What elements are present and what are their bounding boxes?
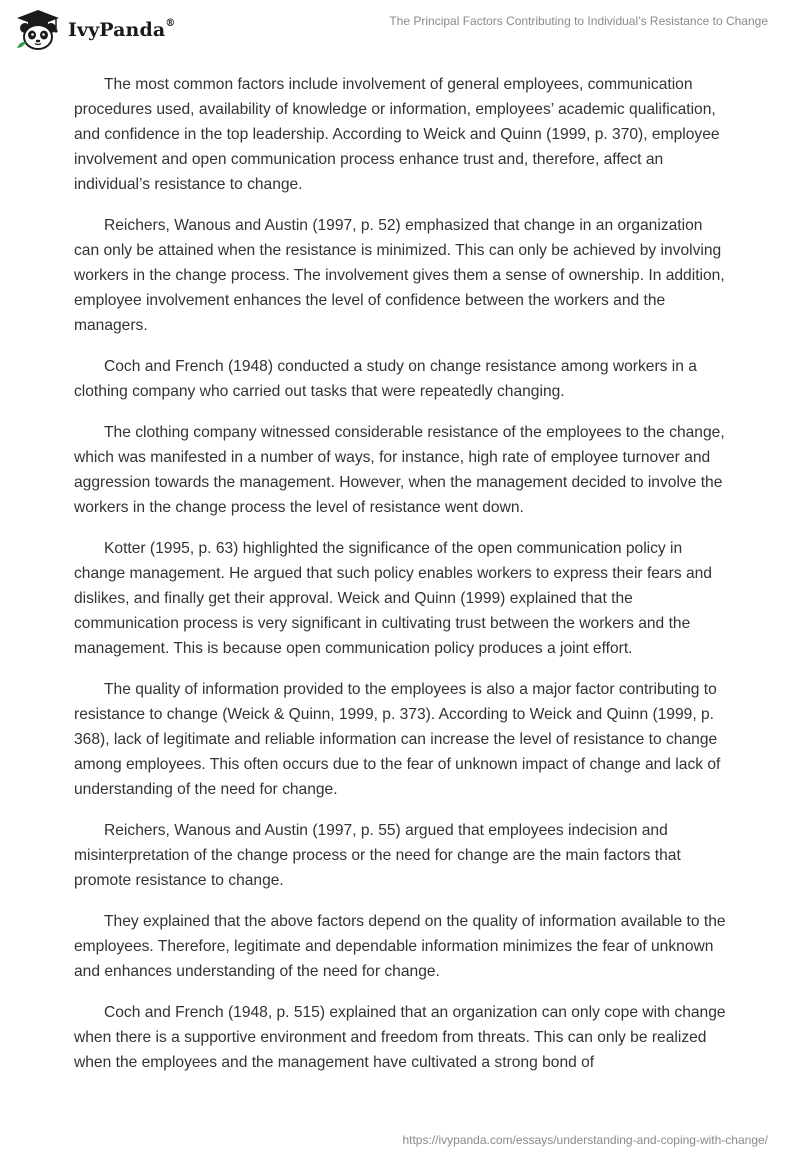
paragraph: Coch and French (1948) conducted a study on change resistance among workers in a clothing company who carried out tasks that were repeatedly changing. bbox=[74, 358, 697, 400]
panda-graduate-icon bbox=[14, 8, 62, 52]
paragraph: The clothing company witnessed considerable resistance of the employees to the change, which was manifested in a number of ways, for instance, high rate of employee turnover and aggression towards the management. However, when the management decided to involve the workers in the change process the level of resistance went down. bbox=[74, 424, 725, 516]
paragraph: Reichers, Wanous and Austin (1997, p. 55) argued that employees indecision and misinterpretation of the change process or the need for change are the main factors that promote resistance to change. bbox=[74, 822, 681, 889]
essay-body bbox=[74, 72, 730, 1091]
document-title: The Principal Factors Contributing to Individual’s Resistance to Change bbox=[389, 14, 768, 28]
ivypanda-logo[interactable] bbox=[14, 8, 175, 52]
paragraph: The most common factors include involvement of general employees, communication procedures used, availability of knowledge or information, employees’ academic qualification, and confidence in the top leadership. According to Weick and Quinn (1999, p. 370), employee involvement and open communication process enhance trust and, therefore, affect an individual’s resistance to change. bbox=[74, 76, 720, 193]
page-header bbox=[0, 0, 800, 60]
paragraph: Reichers, Wanous and Austin (1997, p. 52) emphasized that change in an organization can only be attained when the resistance is minimized. This can only be achieved by involving workers in the change process. The involvement gives them a sense of ownership. In addition, employee involvement enhances the level of confidence between the workers and the managers. bbox=[74, 217, 725, 334]
logo-wordmark bbox=[68, 19, 175, 41]
paragraph: They explained that the above factors depend on the quality of information available to the employees. Therefore, legitimate and dependable information minimizes the fear of unknown and enhances understanding of the need for change. bbox=[74, 913, 726, 980]
paragraph: Coch and French (1948, p. 515) explained that an organization can only cope with change when there is a supportive environment and freedom from threats. This can only be realized when the employees and the management have cultivated a strong bond of bbox=[74, 1004, 726, 1071]
paragraph: The quality of information provided to the employees is also a major factor contributing to resistance to change (Weick & Quinn, 1999, p. 373). According to Weick and Quinn (1999, p. 368), lack of legitimate and reliable information can increase the level of resistance to change among employees. This often occurs due to the fear of unknown impact of change and lack of understanding of the need for change. bbox=[74, 681, 721, 798]
source-url[interactable]: https://ivypanda.com/essays/understanding-and-coping-with-change/ bbox=[402, 1133, 768, 1147]
paragraph: Kotter (1995, p. 63) highlighted the significance of the open communication policy in change management. He argued that such policy enables workers to express their fears and dislikes, and finally get their approval. Weick and Quinn (1999) explained that the communication process is very significant in cultivating trust between the workers and the management. This is because open communication policy produces a joint effort. bbox=[74, 540, 712, 657]
registered-mark: ® bbox=[165, 18, 176, 29]
logo-text: IvyPanda bbox=[68, 19, 166, 41]
